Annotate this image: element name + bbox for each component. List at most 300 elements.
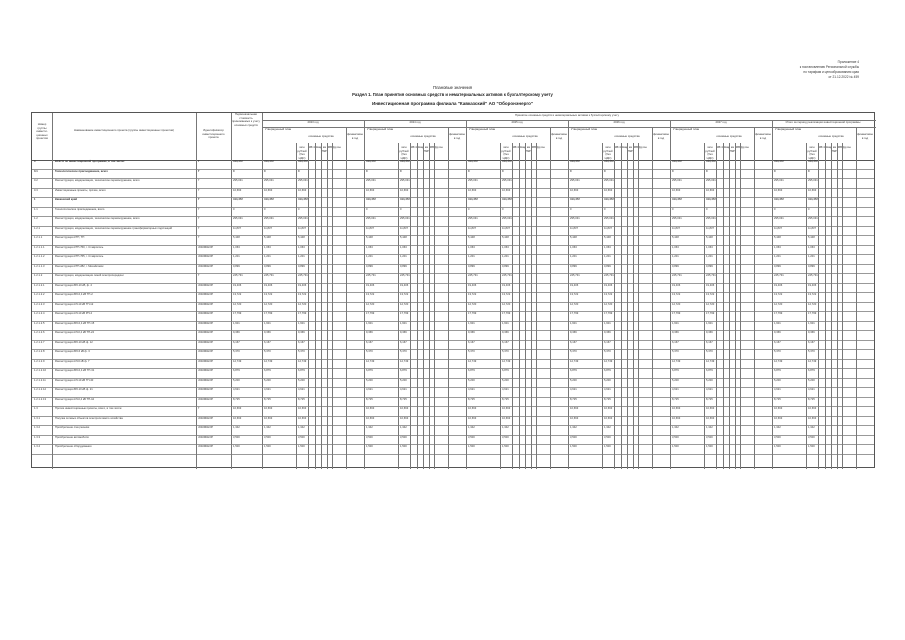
row-year-cost: 10,663 [706, 416, 715, 420]
grid-line [262, 120, 876, 121]
row-year-plan: 6,167 [264, 340, 271, 344]
row-project-name: ВСЕГО по инвестиционной программе, в том числе: [55, 160, 125, 163]
row-year-plan: 10,663 [570, 416, 579, 420]
row-number: 1.2.1.2.13 [34, 397, 46, 401]
row-year-cost: 13,722 [298, 293, 307, 296]
row-year-plan: 10,663 [774, 188, 783, 192]
row-year-plan: 10,663 [672, 407, 681, 410]
row-year-plan: 5,200 [570, 378, 577, 382]
row-year-plan: 1,201 [366, 255, 373, 258]
row-number: 1.2.1.2.10 [34, 369, 46, 372]
row-initial-cost: 5,200 [233, 378, 240, 382]
row-project-id: Г [198, 179, 200, 182]
row-year-plan: 1,500 [366, 445, 373, 448]
row-year-plan: 6,879 [264, 369, 271, 372]
row-year-cost: 414,472 [808, 198, 818, 201]
header-unit: МВт [735, 145, 742, 149]
row-year-plan: 12,720 [468, 302, 477, 306]
row-year-plan: 11,837 [672, 226, 681, 230]
row-initial-cost: 295,031 [233, 217, 243, 220]
row-year-plan: 0,899 [672, 264, 679, 268]
row-year-cost: 1,342 [298, 426, 305, 429]
row-year-plan: 4,621 [570, 388, 577, 391]
row-year-cost: 295,031 [604, 179, 614, 182]
row-year-cost: 1,342 [604, 426, 611, 429]
row-project-name: Реконструкция КТП, ТП [55, 236, 85, 239]
row-year-cost: 5,448 [604, 236, 611, 239]
grid-line [315, 143, 316, 469]
row-year-plan: 5,200 [468, 378, 475, 382]
row-year-plan: 5,200 [672, 378, 679, 382]
row-year-plan: 6,879 [774, 369, 781, 372]
row-year-cost: 4,621 [298, 388, 305, 391]
row-initial-cost: 245,731 [233, 274, 243, 277]
row-year-plan: 1,342 [366, 426, 373, 429]
row-year-cost: 414,472 [400, 198, 410, 201]
row-year-plan: 414,472 [570, 198, 580, 201]
header-unit: Другое [332, 145, 341, 149]
row-year-plan: 414,472 [468, 160, 478, 163]
grid-line [321, 143, 322, 469]
row-initial-cost: 5,448 [233, 236, 240, 239]
stamp-line: Приложение 4 [837, 60, 859, 64]
row-year-plan: 13,722 [672, 293, 681, 296]
table-row [32, 379, 874, 389]
row-year-plan: 245,731 [264, 274, 274, 277]
row-year-cost: 295,031 [400, 179, 410, 182]
table-row [32, 407, 874, 417]
row-initial-cost: 414,472 [233, 160, 243, 163]
row-year-cost: 1,342 [400, 426, 407, 429]
grid-line [614, 143, 615, 469]
row-year-plan: 6,879 [570, 369, 577, 372]
header-fixed-assets: основные средства [818, 134, 844, 138]
row-year-cost: 6,879 [706, 369, 713, 372]
header-unit: МВ×А [308, 145, 316, 149]
row-year-plan: 6,167 [672, 340, 679, 344]
document-headings [0, 84, 905, 107]
row-year-plan: 19,406 [774, 283, 783, 287]
row-year-cost: 12,720 [808, 302, 817, 306]
header-fixed-assets: основные средства [716, 134, 742, 138]
header-fixed-assets: основные средства [512, 134, 538, 138]
grid-line [429, 143, 430, 469]
grid-line [52, 113, 53, 469]
row-year-cost: 9,366 [298, 331, 305, 334]
row-initial-cost: 11,837 [233, 226, 242, 230]
row-year-plan: 5,200 [774, 378, 781, 382]
row-year-cost: 0 [502, 207, 504, 211]
row-year-plan: 10,663 [468, 416, 477, 420]
row-year-cost: 17,799 [298, 312, 307, 315]
row-year-cost: 1,342 [706, 426, 713, 429]
row-year-plan: 1,201 [672, 255, 679, 258]
row-year-plan: 5,448 [672, 236, 679, 239]
row-year-plan: 295,031 [264, 179, 274, 182]
row-year-cost: 6,167 [502, 340, 509, 344]
row-project-id: J0409DHOP [198, 312, 214, 315]
row-year-cost: 414,472 [808, 160, 818, 163]
row-year-cost: 1,601 [808, 321, 815, 325]
row-project-id: J0409DHOP [198, 388, 214, 391]
row-year-cost: 0 [706, 169, 708, 173]
row-year-plan: 1,500 [264, 445, 271, 448]
row-year-cost: 10,663 [604, 407, 613, 410]
row-year-cost: 13,722 [502, 293, 511, 296]
row-number: 1.3.3 [34, 435, 40, 439]
grid-line [729, 143, 730, 469]
row-year-cost: 1,201 [808, 255, 815, 258]
table-row [32, 322, 874, 332]
row-project-name: Реконструкция КТП-760, г. Ставрополь [55, 245, 104, 249]
grid-line [231, 113, 232, 469]
row-year-cost: 295,031 [502, 217, 512, 220]
row-year-cost: 10,663 [400, 188, 409, 192]
row-year-cost: 5,448 [808, 236, 815, 239]
header-unit: км ЛЭП [321, 145, 328, 153]
row-year-plan: 11,837 [570, 226, 579, 230]
row-project-id: Г [198, 160, 200, 163]
row-year-cost: 11,837 [706, 226, 715, 230]
table-row [32, 208, 874, 218]
row-year-plan: 1,342 [672, 426, 679, 429]
grid-line [621, 143, 622, 469]
grid-line [704, 143, 705, 469]
row-year-cost: 3,500 [604, 435, 611, 439]
row-year-cost: 414,472 [706, 160, 716, 163]
row-year-plan: 0 [366, 207, 368, 211]
row-year-plan: 5,370 [468, 350, 475, 353]
row-year-plan: 5,370 [570, 350, 577, 353]
row-year-plan: 6,167 [366, 340, 373, 344]
row-year-plan: 8,725 [468, 397, 475, 401]
row-year-cost: 414,472 [706, 198, 716, 201]
row-year-plan: 8,725 [774, 397, 781, 401]
row-year-cost: 12,749 [808, 359, 817, 363]
row-number: 1.2.1.2.1 [34, 283, 45, 287]
table-row [32, 350, 874, 360]
grid-line [550, 127, 551, 469]
row-project-id: Г [198, 207, 200, 211]
row-year-cost: 6,167 [400, 340, 407, 344]
row-project-name: Реконструкция ВЛ-10 кВ, ф. 2 [55, 283, 92, 287]
row-project-name: Приобретение оборудования [55, 445, 92, 448]
grid-line [519, 143, 520, 469]
row-year-cost: 17,799 [808, 312, 817, 315]
header-unit: Мвар [723, 145, 730, 149]
table-row [32, 198, 874, 208]
row-year-plan: 19,406 [672, 283, 681, 287]
row-year-cost: 1,063 [604, 245, 611, 249]
header-unit: Другое [740, 145, 749, 149]
grid-line [837, 143, 838, 469]
row-year-cost: 5,370 [604, 350, 611, 353]
header-main: Принятие основных средств и нематериальных активов к бухгалтерскому учету [515, 113, 619, 117]
row-year-cost: 8,725 [298, 397, 305, 401]
row-year-cost: 10,663 [808, 407, 817, 410]
row-year-plan: 1,063 [264, 245, 271, 249]
header-project-id: Идентификатор инвестиционного проекта [202, 128, 225, 140]
row-year-cost: 295,031 [400, 217, 410, 220]
row-number: 1.3.4 [34, 445, 40, 448]
header-unit: км ЛЭП [831, 145, 838, 153]
row-year-cost: 6,879 [808, 369, 815, 372]
row-year-cost: 13,722 [400, 293, 409, 296]
row-project-id: J0409DHOP [198, 264, 214, 268]
row-year-plan: 10,663 [774, 416, 783, 420]
table-row [32, 246, 874, 256]
row-number: 1.3.1 [34, 416, 40, 420]
table-row [32, 179, 874, 189]
header-unit: МВ×А [512, 145, 520, 149]
row-year-cost: 17,799 [604, 312, 613, 315]
table-row [32, 303, 874, 313]
row-year-plan: 0 [672, 169, 674, 173]
row-project-name: Реконструкция, модернизация, техническое перевооружение, всего [55, 179, 140, 182]
header-unit: МВ×А [818, 145, 826, 149]
row-year-cost: 245,731 [400, 274, 410, 277]
row-year-plan: 414,472 [774, 160, 784, 163]
row-initial-cost: 414,472 [233, 198, 243, 201]
row-project-name: Реконструкция КЛ-10 кВ ТП-12 [55, 302, 94, 306]
row-number: 0.3 [34, 188, 38, 192]
row-year-plan: 6,167 [774, 340, 781, 344]
row-year-plan: 17,799 [774, 312, 783, 315]
row-year-cost: 19,406 [808, 283, 817, 287]
row-year-plan: 295,031 [774, 217, 784, 220]
row-year-plan: 10,663 [468, 188, 477, 192]
row-year-plan: 17,799 [570, 312, 579, 315]
grid-line [856, 127, 857, 469]
row-year-plan: 12,749 [774, 359, 783, 363]
row-year-cost: 8,725 [502, 397, 509, 401]
row-project-id: J0409DHOP [198, 283, 214, 287]
row-year-plan: 9,366 [468, 331, 475, 334]
row-year-plan: 1,500 [774, 445, 781, 448]
table-row [32, 312, 874, 322]
row-initial-cost: 1,201 [233, 255, 240, 258]
row-year-plan: 295,031 [366, 217, 376, 220]
header-year: 2023 год [307, 120, 319, 124]
row-initial-cost: 10,663 [233, 416, 242, 420]
row-year-plan: 414,472 [366, 198, 376, 201]
row-year-plan: 0,899 [366, 264, 373, 268]
row-year-plan: 1,201 [774, 255, 781, 258]
row-number: 1.2.1.1.1 [34, 245, 45, 249]
row-year-plan: 4,621 [366, 388, 373, 391]
row-year-cost: 11,837 [298, 226, 307, 230]
header-unit: Мвар [825, 145, 832, 149]
row-year-cost: 1,500 [298, 445, 305, 448]
row-initial-cost: 0 [233, 169, 235, 173]
row-year-plan: 12,749 [264, 359, 273, 363]
grid-line [754, 127, 755, 469]
row-year-cost: 1,063 [400, 245, 407, 249]
row-year-plan: 6,879 [672, 369, 679, 372]
table-row [32, 170, 874, 180]
row-year-cost: 5,370 [706, 350, 713, 353]
row-year-plan: 0,899 [468, 264, 475, 268]
row-initial-cost: 10,663 [233, 407, 242, 410]
row-year-cost: 10,663 [400, 416, 409, 420]
row-year-cost: 4,621 [604, 388, 611, 391]
row-year-cost: 5,448 [298, 236, 305, 239]
grid-line [398, 143, 399, 469]
row-year-cost: 19,406 [706, 283, 715, 287]
row-year-cost: 10,663 [298, 188, 307, 192]
header-plan: Утвержденный план [468, 127, 496, 131]
row-year-plan: 19,406 [468, 283, 477, 287]
row-year-plan: 4,621 [468, 388, 475, 391]
stamp-line: от 21.12.2022 № 459 [828, 75, 859, 79]
row-year-plan: 1,063 [570, 245, 577, 249]
row-project-name: Реконструкция ВЛ-10 кВ ф. 12 [55, 340, 93, 344]
stamp-line: к постановлению Региональной службы [799, 65, 859, 69]
header-year: 2025 год [511, 120, 523, 124]
row-year-cost: 6,879 [502, 369, 509, 372]
row-year-plan: 11,837 [468, 226, 477, 230]
row-year-plan: 10,663 [672, 188, 681, 192]
row-year-plan: 5,370 [672, 350, 679, 353]
grid-line [308, 143, 309, 469]
row-year-plan: 295,031 [264, 217, 274, 220]
row-year-plan: 12,720 [672, 302, 681, 306]
row-year-plan: 11,837 [774, 226, 783, 230]
row-year-plan: 10,663 [366, 188, 375, 192]
row-year-cost: 1,601 [298, 321, 305, 325]
table-row [32, 189, 874, 199]
row-year-plan: 1,601 [774, 321, 781, 325]
row-year-cost: 10,663 [298, 407, 307, 410]
grid-line [602, 143, 603, 469]
row-year-cost: 17,799 [706, 312, 715, 315]
row-year-cost: 3,500 [808, 435, 815, 439]
row-year-plan: 295,031 [672, 217, 682, 220]
row-year-cost: 1,342 [808, 426, 815, 429]
row-year-cost: 5,370 [400, 350, 407, 353]
grid-line [525, 143, 526, 469]
table-row [32, 426, 874, 436]
header-unit: МВт [429, 145, 436, 149]
row-year-cost: 295,031 [808, 179, 818, 182]
row-year-plan: 0 [264, 207, 266, 211]
row-number: 1.2.1 [34, 226, 40, 230]
row-year-plan: 9,366 [672, 331, 679, 334]
table-row [32, 341, 874, 351]
row-year-cost: 11,837 [400, 226, 409, 230]
row-project-name: Реконструкция КЛ-6 кВ ф. 7 [55, 359, 90, 363]
header-unit: МВт [633, 145, 640, 149]
row-year-cost: 12,749 [298, 359, 307, 363]
row-year-plan: 1,063 [672, 245, 679, 249]
header-year: 2027 год [715, 120, 727, 124]
row-project-id: Г [198, 169, 200, 173]
row-project-id: Г [198, 236, 200, 239]
header-fixed-assets: основные средства [410, 134, 436, 138]
table-row [32, 284, 874, 294]
row-year-plan: 0 [468, 169, 470, 173]
header-financial: финансовое в год [856, 132, 874, 140]
row-year-cost: 12,749 [502, 359, 511, 363]
row-project-name: Реконструкция, модернизация, техническое перевооружение трансформаторных подстанций [55, 226, 173, 230]
header-unit: Другое [842, 145, 851, 149]
row-year-plan: 10,663 [264, 188, 273, 192]
row-year-cost: 6,879 [604, 369, 611, 372]
grid-line [716, 143, 717, 469]
grid-line [364, 120, 365, 469]
row-year-cost: 0 [808, 207, 810, 211]
row-year-plan: 9,366 [264, 331, 271, 334]
row-year-cost: 5,370 [298, 350, 305, 353]
section-title: Раздел 1. План принятия основных средств и нематериальных активов к бухгалтерскому учету [352, 92, 553, 97]
row-year-plan: 1,500 [672, 445, 679, 448]
row-initial-cost: 295,031 [233, 179, 243, 182]
grid-line [568, 120, 569, 469]
row-year-cost: 9,366 [706, 331, 713, 334]
row-project-name: Кавказский край [55, 198, 77, 201]
row-year-cost: 5,448 [706, 236, 713, 239]
header-unit: км ЛЭП [729, 145, 736, 153]
row-year-cost: 295,031 [298, 179, 308, 182]
table-row [32, 331, 874, 341]
row-year-plan: 1,601 [366, 321, 373, 325]
row-year-plan: 3,500 [570, 435, 577, 439]
row-project-id: J0409DHOP [198, 255, 214, 258]
row-year-plan: 13,722 [366, 293, 375, 296]
row-year-cost: 11,837 [604, 226, 613, 230]
row-year-plan: 10,663 [570, 407, 579, 410]
row-number: 1.2.1.2.11 [34, 378, 46, 382]
row-year-cost: 5,200 [400, 378, 407, 382]
row-year-plan: 3,500 [468, 435, 475, 439]
row-year-plan: 3,500 [264, 435, 271, 439]
row-year-plan: 295,031 [468, 217, 478, 220]
row-year-cost: 10,663 [400, 407, 409, 410]
row-initial-cost: 0,899 [233, 264, 240, 268]
row-year-plan: 0,899 [774, 264, 781, 268]
row-initial-cost: 3,500 [233, 435, 240, 439]
row-year-plan: 17,799 [468, 312, 477, 315]
table-row [32, 436, 874, 446]
row-year-plan: 5,200 [366, 378, 373, 382]
row-number: 1.1 [34, 207, 38, 211]
investment-table [31, 112, 875, 468]
table-row [32, 255, 874, 265]
header-unit: Другое [638, 145, 647, 149]
row-project-id: J0409DHOP [198, 350, 214, 353]
row-year-plan: 10,663 [366, 407, 375, 410]
row-project-name: Реконструкция ВЛ-0,4 кВ ТП-2 [55, 293, 93, 296]
grid-line [670, 120, 671, 469]
grid-line [531, 143, 532, 469]
grid-line [638, 143, 639, 469]
row-year-cost: 0 [400, 207, 402, 211]
row-year-plan: 12,749 [570, 359, 579, 363]
row-year-cost: 10,663 [808, 416, 817, 420]
row-year-plan: 414,472 [264, 198, 274, 201]
row-number: 1.2.1.2.6 [34, 331, 45, 334]
header-unit: км ЛЭП [525, 145, 532, 153]
row-project-name: Покупка сетевых объектов электросетевого хозяйства [55, 416, 123, 420]
row-year-plan: 245,731 [570, 274, 580, 277]
table-row [32, 369, 874, 379]
row-year-cost: 6,167 [808, 340, 815, 344]
row-year-cost: 5,200 [298, 378, 305, 382]
row-year-cost: 414,472 [400, 160, 410, 163]
row-number: 1.2.1.2.7 [34, 340, 45, 344]
row-year-plan: 3,500 [366, 435, 373, 439]
row-project-name: Прочие инвестиционные проекты, всего, в том числе: [55, 407, 123, 410]
